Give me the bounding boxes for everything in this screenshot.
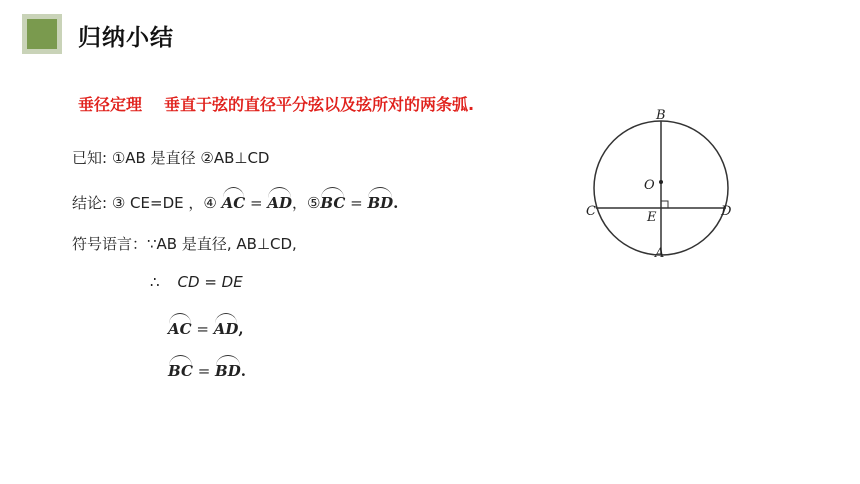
given-condition-1: ①AB 是直径 [111,149,201,167]
theorem-name: 垂径定理 [78,95,143,114]
arc-ad: AD [267,190,292,212]
symbolic-label-line: 符号语言：∵AB 是直径, AB⊥CD, [72,235,297,253]
arc-ac-2: AC [168,316,192,338]
label-o: O [644,178,655,193]
equals-sign-2: = [350,194,363,212]
cd-equals-de: CD = DE [177,273,243,291]
center-point [659,180,663,184]
arc-bd: BD [367,190,393,212]
conclusion-label: 结论: [72,194,112,212]
therefore-line [150,273,243,291]
theorem-line [78,92,474,115]
comma: , [238,320,244,338]
circle-diagram [580,104,750,264]
conclusion-end: . [393,194,399,212]
given-condition-2: ②AB⊥CD [200,149,270,167]
therefore-symbol: ∴ [150,273,160,291]
section-icon-front [27,19,57,49]
label-d: D [721,204,732,219]
equals-sign: = [249,194,263,212]
arc-bc-2: BC [168,358,193,380]
theorem-statement: 垂直于弦的直径平分弦以及弦所对的两条弧. [164,95,475,114]
conclusion-line [72,190,398,213]
arc-bd-2: BD [215,358,241,380]
label-a: A [655,246,665,261]
given-line [72,147,269,168]
conclusion-3: ③ CE=DE ，④ [111,194,217,212]
arc-equation-1 [168,316,244,338]
equals-sign-3: = [196,320,209,338]
label-b: B [656,108,666,123]
section-icon [22,14,62,54]
arc-equation-2 [168,358,246,380]
period: . [240,362,246,380]
label-c: C [586,204,596,219]
arc-bc: BC [320,190,345,212]
label-e: E [647,210,657,225]
right-angle-mark [661,201,668,208]
arc-ac: AC [222,190,246,212]
conclusion-sep: ，⑤ [291,194,321,212]
page-title: 归纳小结 [78,25,174,51]
arc-ad-2: AD [214,316,239,338]
equals-sign-4: = [197,362,211,380]
given-label: 已知: [72,149,112,167]
